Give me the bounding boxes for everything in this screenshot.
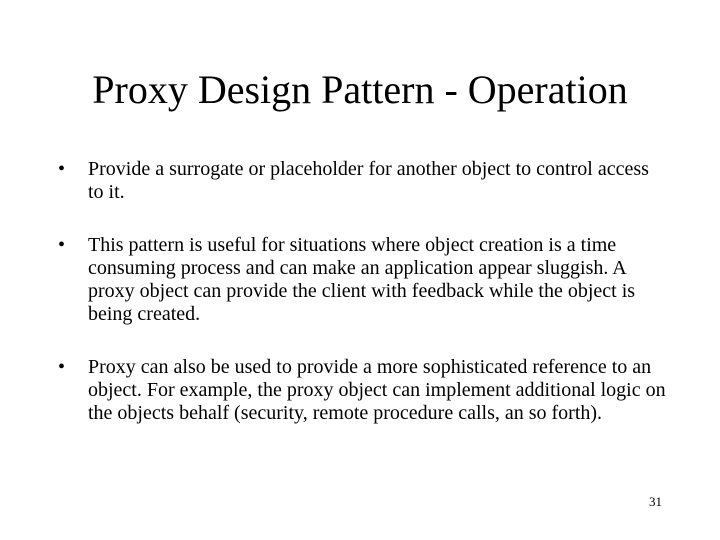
slide-title: Proxy Design Pattern - Operation (92, 67, 628, 112)
bullet-marker: • (58, 356, 66, 378)
page-number: 31 (649, 494, 662, 509)
bullet-text: Proxy can also be used to provide a more sophisticated reference to an object. For example, the proxy object can implement additional logic on the objects behalf (security, remote procedure calls, an so forth). (88, 356, 666, 424)
bullet-item-sophisticated-reference (58, 356, 668, 425)
bullet-item-object-creation (58, 234, 668, 326)
bullet-item-control-access (58, 158, 668, 204)
bullet-marker: • (58, 234, 66, 256)
bullet-text: This pattern is useful for situations where object creation is a time consuming process and can make an application appear sluggish. A proxy object can provide the client with feedback while the object is being created. (88, 234, 636, 325)
bullet-list (58, 158, 668, 425)
bullet-marker: • (58, 158, 66, 180)
bullet-text: Provide a surrogate or placeholder for another object to control access to it. (88, 158, 649, 203)
